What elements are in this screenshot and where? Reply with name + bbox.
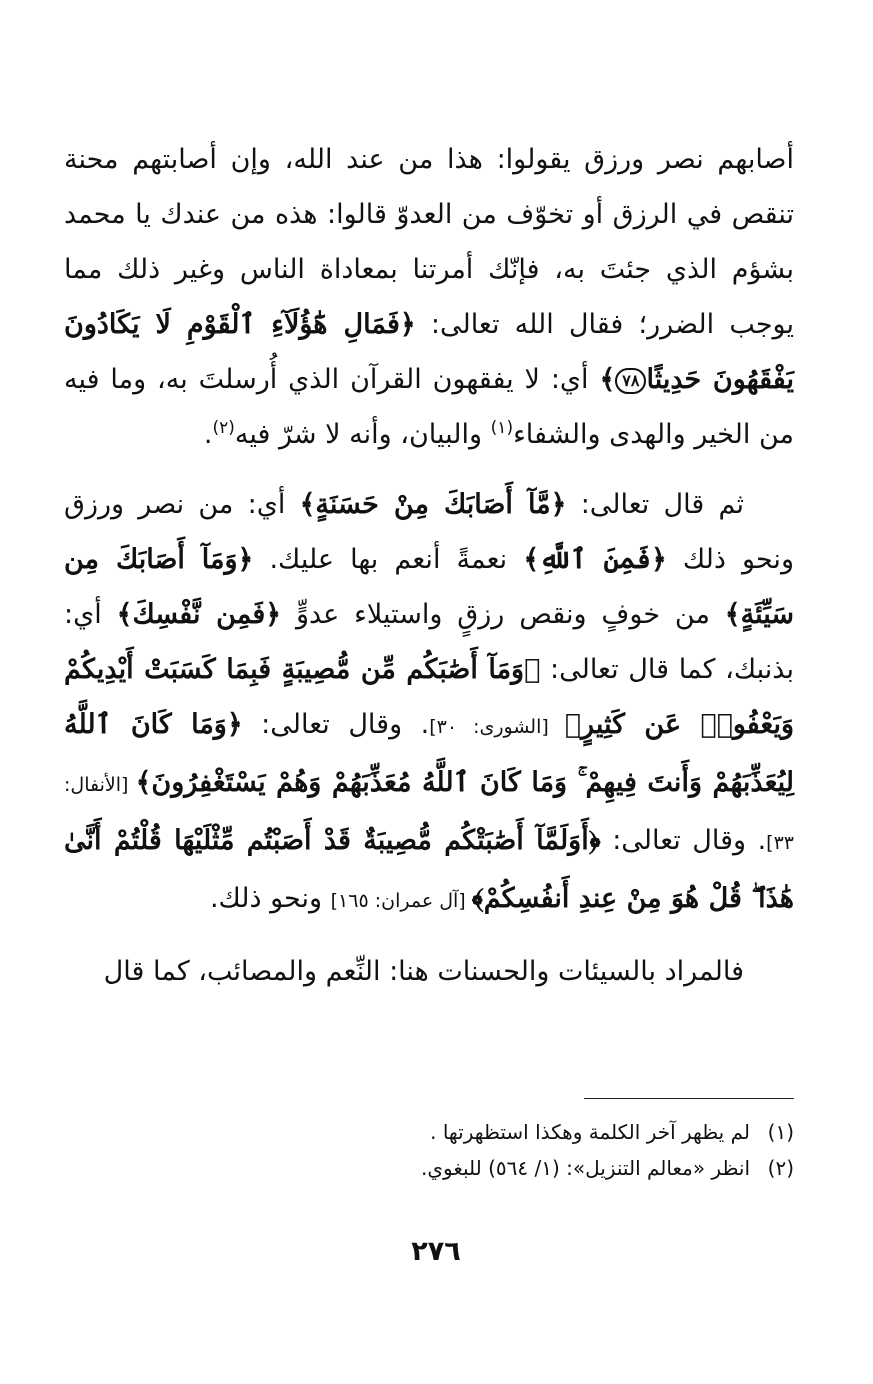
quran-verse: ﴿فَمِنَ ٱللَّهِ﴾ bbox=[523, 544, 667, 575]
footnote-number: (٢) bbox=[767, 1156, 794, 1180]
paragraph-2-text: . وقال تعالى: bbox=[242, 709, 430, 740]
footnote-text: لم يظهر آخر الكلمة وهكذا استظهرتها . bbox=[430, 1120, 750, 1144]
footnote-marker-2: (٢) bbox=[212, 418, 235, 438]
paragraph-2-text: ثم قال تعالى: bbox=[566, 489, 745, 520]
footnote-2 bbox=[64, 1150, 794, 1186]
paragraph-2-text: . وقال تعالى: bbox=[600, 825, 767, 856]
footnote-divider bbox=[584, 1098, 794, 1099]
quran-verse: ﴿أَوَلَمَّآ أَصَٰبَتْكُم مُّصِيبَةٌ قَدْ أَصَبْتُم مِّثْلَيْهَا قُلْتُمْ أَنَّىٰ هَٰذَا ۖ قُلْ هُوَ مِنْ عِندِ أَنفُسِكُمْ﴾ bbox=[64, 825, 794, 914]
paragraph-1-text-b: أي: لا يفقهون القرآن الذي أُرسلتَ به، وما فيه من الخير والهدى والشفاء bbox=[64, 364, 794, 450]
surah-reference: [الأنفال: ٣٣] bbox=[64, 774, 795, 854]
footnote-text: انظر «معالم التنزيل»: (١/ ٥٦٤) للبغوي. bbox=[421, 1156, 750, 1180]
surah-reference: [آل عمران: ١٦٥] bbox=[330, 890, 472, 912]
page-number: ٢٧٦ bbox=[411, 1236, 461, 1267]
paragraph-2-text: أي: بذنبك، كما قال تعالى: bbox=[64, 599, 794, 685]
quran-verse: ﴿وَمَا كَانَ ٱللَّهُ لِيُعَذِّبَهُمْ وَأَنتَ فِيهِمْ ۚ وَمَا كَانَ ٱللَّهُ مُعَذِّبَهُمْ وَهُمْ يَسْتَغْفِرُونَ﴾ bbox=[64, 709, 794, 798]
footnotes bbox=[64, 1114, 794, 1186]
paragraph-2-text: نعمةً أنعم بها عليك. bbox=[253, 544, 524, 575]
quran-verse: ﴿وَمَآ أَصَابَكَ مِن سَيِّئَةٍ﴾ bbox=[64, 544, 795, 630]
footnote-number: (١) bbox=[767, 1120, 794, 1144]
quran-verse: ﴿وَمَآ أَصَٰبَكُم مِّن مُّصِيبَةٍ فَبِمَا كَسَبَتْ أَيْدِيكُمْ وَيَعْفُوا۟ عَن كَثِيرٍ﴾ bbox=[64, 654, 795, 740]
paragraph-2-text: ونحو ذلك. bbox=[209, 883, 331, 914]
paragraph-2-text: أي: من نصر ورزق ونحو ذلك bbox=[64, 489, 794, 575]
paragraph-3: فالمراد بالسيئات والحسنات هنا: النِّعم والمصائب، كما قال bbox=[103, 956, 744, 987]
paragraph-1-text-d: . bbox=[203, 419, 213, 450]
footnote-1 bbox=[64, 1114, 794, 1150]
paragraph-1 bbox=[64, 132, 794, 462]
surah-reference: [الشورى: ٣٠] bbox=[429, 716, 565, 738]
verse-text: ﴿فَمَالِ هَٰٓؤُلَآءِ ٱلْقَوْمِ لَا يَكَادُونَ يَفْقَهُونَ حَدِيثًا bbox=[64, 309, 794, 395]
footnote-marker-1: (١) bbox=[490, 418, 514, 438]
paragraph-2-text: من خوفٍ ونقص رزقٍ واستيلاء عدوٍّ bbox=[281, 599, 725, 630]
paragraph-2 bbox=[64, 477, 794, 929]
main-text bbox=[64, 132, 794, 999]
quran-verse: ﴿فَمِن نَّفْسِكَ﴾ bbox=[116, 599, 282, 630]
paragraph-1-text-a: أصابهم نصر ورزق يقولوا: هذا من عند الله، وإن أصابتهم محنة تنقص في الرزق أو تخوّف من العدوّ قالوا: هذه من عندك يا محمد بشؤم الذي جئتَ به، فإنّك أمرتنا بمعاداة الناس وغير ذلك مما يوجب الضرر؛ فقال الله تعالى: bbox=[64, 144, 794, 340]
verse-close-bracket: ﴾ bbox=[599, 364, 616, 395]
ayah-number-badge: ٧٨ bbox=[615, 368, 646, 394]
quran-verse: ﴿مَّآ أَصَابَكَ مِنْ حَسَنَةٍ﴾ bbox=[299, 489, 567, 520]
paragraph-1-text-c: والبيان، وأنه لا شرّ فيه bbox=[234, 419, 491, 450]
